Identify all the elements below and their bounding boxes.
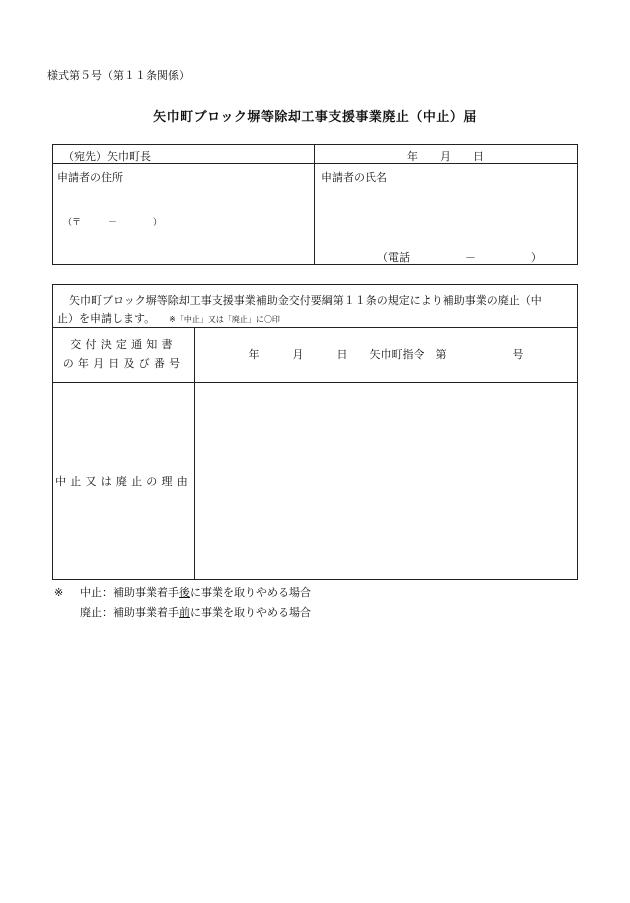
application-table-divider-1 bbox=[53, 327, 577, 328]
phone-field[interactable]: （電話 － ） bbox=[377, 251, 542, 264]
footnote-stop bbox=[54, 583, 311, 603]
postal-code-field[interactable]: （〒 － ） bbox=[63, 218, 163, 228]
applicant-name-label: 申請者の氏名 bbox=[321, 171, 387, 184]
footnote-mark: ※ bbox=[54, 586, 64, 599]
footnote-abolish-suffix: に事業を取りやめる場合 bbox=[190, 606, 311, 619]
footnote-abolish-emphasis: 前 bbox=[179, 606, 190, 619]
declaration-text: 止）を申請します。 bbox=[57, 312, 156, 325]
applicant-address-label: 申請者の住所 bbox=[57, 171, 123, 184]
footnote-abolish bbox=[54, 603, 311, 623]
footnotes bbox=[54, 583, 311, 623]
form-title: 矢巾町ブロック塀等除却工事支援事業廃止（中止）届 bbox=[153, 110, 477, 125]
grant-notice-label-line-2: の年月日及び番号 bbox=[62, 357, 185, 370]
grant-notice-label bbox=[53, 335, 194, 373]
footnote-stop-prefix: 中止：補助事業着手 bbox=[80, 586, 179, 599]
footnote-abolish-prefix: 廃止：補助事業着手 bbox=[80, 606, 179, 619]
declaration-note: ※「中止」又は「廃止」に〇印 bbox=[169, 315, 280, 324]
footnote-stop-suffix: に事業を取りやめる場合 bbox=[190, 586, 311, 599]
form-number: 様式第５号（第１１条関係） bbox=[47, 69, 190, 82]
application-table-divider-2 bbox=[53, 382, 577, 383]
footnote-stop-emphasis: 後 bbox=[179, 586, 190, 599]
application-table bbox=[52, 284, 578, 580]
reason-label: 中止又は廃止の理由 bbox=[55, 475, 192, 488]
application-table-column-divider bbox=[194, 327, 195, 579]
grant-notice-field[interactable]: 年 月 日 矢巾町指令 第 号 bbox=[248, 348, 524, 361]
declaration-line-1: 矢巾町ブロック塀等除却工事支援事業補助金交付要綱第１１条の規定により補助事業の廃止（中 bbox=[69, 294, 542, 307]
addressee: （宛先）矢巾町長 bbox=[63, 150, 151, 163]
applicant-table bbox=[52, 144, 578, 265]
submission-date-field[interactable]: 年 月 日 bbox=[407, 150, 484, 163]
grant-notice-label-line-1: 交付決定通知書 bbox=[70, 338, 177, 351]
declaration-line-2 bbox=[57, 310, 280, 326]
